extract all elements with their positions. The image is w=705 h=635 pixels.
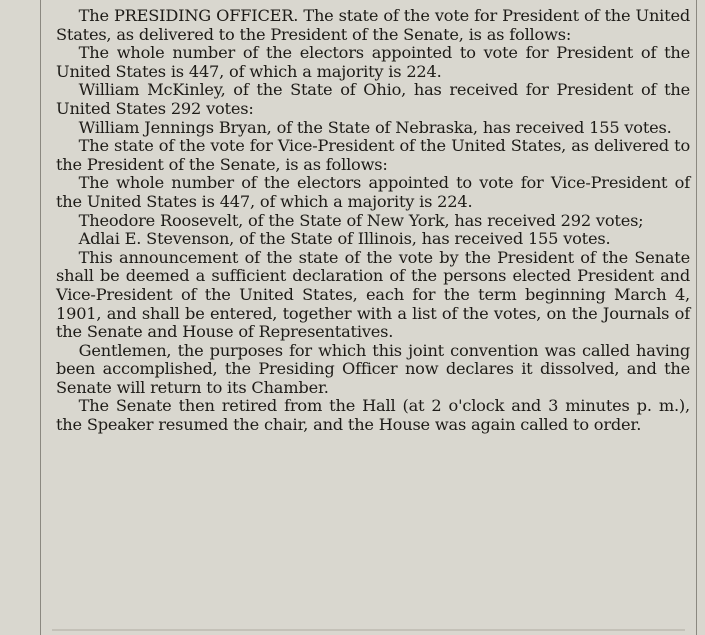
paragraph-bryan-votes: William Jennings Bryan, of the State of Nebraska, has received 155 votes. (78, 117, 672, 137)
paragraph-senate-retired: The Senate then retired from the Hall (at 2 o'clock and 3 minutes p. m.), the Speaker resumed the chair, and the House was again called to order. (56, 396, 690, 435)
cropped-next-line (52, 629, 685, 631)
left-column-rule (40, 0, 41, 635)
paragraph-roosevelt-votes: Theodore Roosevelt, of the State of New York, has received 292 votes; (78, 210, 644, 230)
paragraph-vice-president-vote-intro: The state of the vote for Vice-President of the United States, as delivered to the President of the Senate, is as follows: (56, 136, 690, 174)
paragraph-president-electors-total: The whole number of the electors appointed to vote for President of the United States is 447, of which a majority is 224. (56, 43, 690, 81)
paragraph-announcement: This announcement of the state of the vote by the President of the Senate shall be deemed a sufficient declaration of the persons elected President and Vice-President of the United States, each for the term beginning March 4, 1901, and shall be entered, together with a list of the votes, on the Journals of the Senate and House of Representatives. (56, 247, 690, 342)
paragraph-convention-dissolved: Gentlemen, the purposes for which this joint convention was called having been accomplished, the Presiding Officer now declares it dissolved, and the Senate will return to its Chamber. (56, 340, 690, 397)
right-column-rule (696, 0, 697, 635)
paragraph-vice-president-electors-total: The whole number of the electors appointed to vote for Vice-President of the United States is 447, of which a majority is 224. (56, 173, 690, 211)
paragraph-presiding-officer: The PRESIDING OFFICER. The state of the vote for President of the United States, as delivered to the President of the Senate, is as follows: (56, 6, 690, 44)
paragraph-stevenson-votes: Adlai E. Stevenson, of the State of Illinois, has received 155 votes. (78, 229, 611, 249)
text-column (56, 7, 690, 435)
paragraph-mckinley-votes: William McKinley, of the State of Ohio, has received for President of the United States 292 votes: (56, 80, 690, 118)
